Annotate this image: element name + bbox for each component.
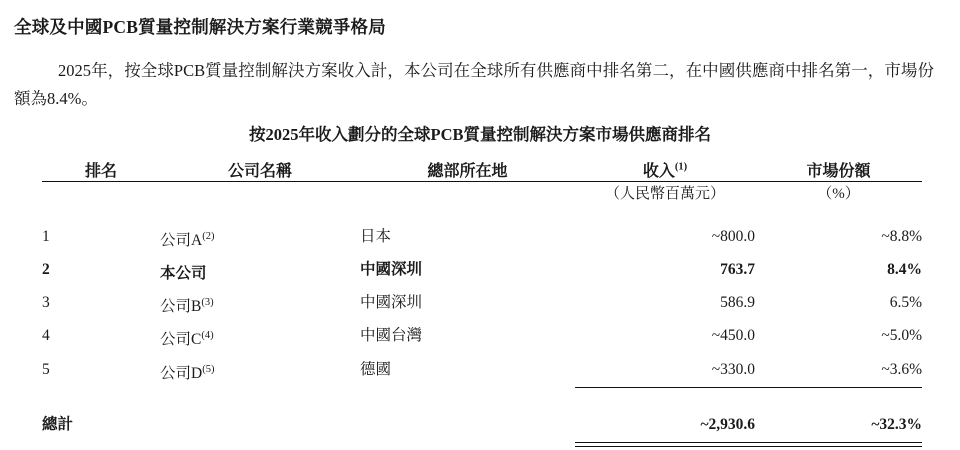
total-rule-row (42, 388, 922, 409)
total-label: 總計 (42, 416, 74, 434)
cell-company (160, 288, 360, 321)
supplier-ranking-table (42, 158, 922, 450)
cell-rank: 5 (42, 360, 50, 378)
cell-revenue: 763.7 (720, 261, 755, 279)
column-header-share: 市場份額 (755, 158, 922, 182)
column-header-rank: 排名 (42, 158, 160, 182)
column-header-company: 公司名稱 (160, 158, 360, 182)
column-header-hq: 總部所在地 (360, 158, 575, 182)
subheader-blank-rank (42, 182, 160, 209)
table-subheader-row (42, 182, 922, 209)
table-row (42, 321, 922, 354)
cell-hq: 中國深圳 (360, 294, 423, 312)
cell-rank: 4 (42, 327, 50, 345)
cell-revenue: ~800.0 (711, 228, 755, 245)
table-caption: 按2025年收入劃分的全球PCB質量控制解決方案市場供應商排名 (249, 125, 711, 144)
total-revenue: ~2,930.6 (700, 416, 755, 434)
footnote-marker: (5) (202, 363, 215, 375)
subheader-revenue-unit: （人民幣百萬元） (604, 186, 725, 202)
cell-revenue: ~330.0 (711, 360, 755, 378)
table-row (42, 222, 922, 255)
table-row (42, 255, 922, 288)
cell-company-text: 公司C (160, 331, 202, 349)
cell-company-text: 本公司 (160, 265, 207, 283)
cell-hq: 日本 (360, 228, 392, 245)
table-header-row (42, 158, 922, 182)
cell-share: ~8.8% (881, 228, 922, 245)
cell-revenue: 586.9 (720, 294, 755, 312)
cell-rank: 2 (42, 261, 50, 279)
footnote-marker-revenue: (1) (674, 161, 688, 173)
footnote-marker: (3) (201, 297, 214, 309)
cell-hq: 中國深圳 (360, 261, 423, 279)
table-row (42, 288, 922, 321)
table-row (42, 355, 922, 388)
cell-company-text: 公司B (160, 298, 202, 316)
column-header-revenue-text: 收入 (642, 163, 675, 180)
cell-rank: 3 (42, 294, 50, 312)
cell-rank: 1 (42, 228, 50, 245)
cell-company (160, 355, 360, 388)
cell-company (160, 255, 360, 288)
total-share: ~32.3% (871, 416, 922, 434)
cell-company-text: 公司D (160, 364, 203, 382)
page-title: 全球及中國PCB質量控制解決方案行業競爭格局 (14, 17, 386, 37)
cell-share: 8.4% (887, 261, 922, 279)
cell-company (160, 321, 360, 354)
subheader-blank-hq (360, 182, 575, 209)
footnote-marker: (2) (202, 231, 215, 242)
header-gap-row (42, 208, 922, 222)
cell-company (160, 222, 360, 255)
cell-hq: 中國台灣 (360, 327, 423, 345)
subheader-blank-company (160, 182, 360, 209)
cell-share: 6.5% (889, 294, 922, 312)
cell-hq: 德國 (360, 360, 392, 378)
column-header-revenue (575, 158, 755, 182)
body-paragraph (14, 57, 934, 113)
subheader-share-unit: （%） (817, 186, 860, 202)
paragraph-text: 2025年，按全球PCB質量控制解決方案收入計，本公司在全球所有供應商中排名第二，在中國供應商中排名第一，市場份額為8.4%。 (14, 61, 934, 108)
cell-company-text: 公司A (160, 232, 203, 250)
cell-share: ~3.6% (881, 360, 922, 378)
cell-revenue: ~450.0 (711, 327, 755, 345)
footnote-marker: (4) (201, 330, 214, 342)
total-row (42, 408, 922, 443)
cell-share: ~5.0% (881, 327, 922, 345)
